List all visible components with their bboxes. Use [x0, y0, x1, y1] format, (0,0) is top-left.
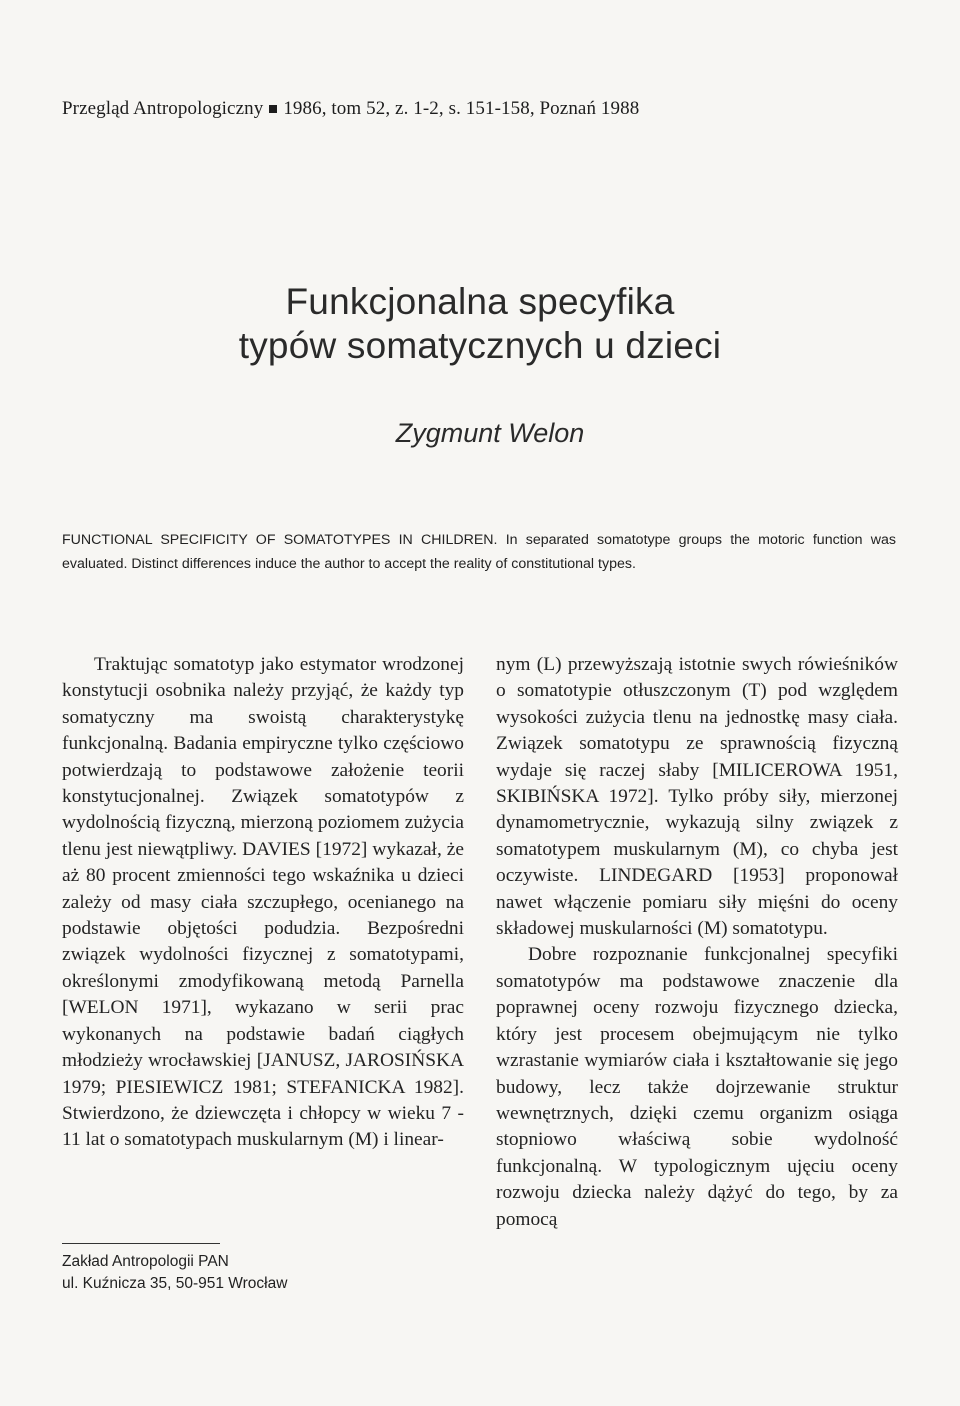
- affiliation-footnote: [62, 1251, 287, 1295]
- footnote-divider: [62, 1243, 220, 1244]
- body-paragraph: nym (L) przewyższają istotnie swych rówieśników o somatotypie otłuszczonym (T) pod względem wysokości zużycia tlenu na jednostkę masy ciała. Związek somatotypu ze sprawnością fizyczną wydaje się raczej słaby [MILICEROWA 1951, SKIBIŃSKA 1972]. Tylko próby siły, mierzonej dynamometrycznie, wykazują silny związek z somatotypem muskularnym (M), co chyba jest oczywiste. LINDEGARD [1953] proponował nawet włączenie pomiaru siły mięśni do oceny składowej muskularności (M) somatotypu.: [496, 654, 898, 940]
- article-title: [0, 280, 960, 368]
- title-line-1: Funkcjonalna specyfika: [285, 281, 675, 322]
- bullet-icon: [269, 105, 277, 113]
- abstract: FUNCTIONAL SPECIFICITY OF SOMATOTYPES IN CHILDREN. In separated somatotype groups the motoric function was evaluated. Distinct differences induce the author to accept the reality of constitutional types.: [62, 532, 896, 572]
- affiliation-line-1: Zakład Antropologii PAN: [62, 1253, 229, 1270]
- body-column-left: [62, 652, 464, 1154]
- journal-header: [62, 98, 639, 120]
- journal-details: 1986, tom 52, z. 1-2, s. 151-158, Poznań 1988: [283, 98, 640, 119]
- body-column-right: [496, 652, 898, 1233]
- affiliation-line-2: ul. Kuźnicza 35, 50-951 Wrocław: [62, 1275, 288, 1292]
- body-paragraph: Dobre rozpoznanie funkcjonalnej specyfiki somatotypów ma podstawowe znaczenie dla poprawnej oceny rozwoju fizycznego dziecka, który jest procesem obejmującym nie tylko wzrastanie wymiarów ciała i kształtowanie się jego budowy, lecz także dojrzewanie struktur wewnętrznych, dzięki czemu organizm osiąga stopniowo właściwą sobie wydolność funkcjonalną. W typologicznym ujęciu oceny rozwoju dziecka należy dążyć do tego, by za pomocą: [496, 944, 898, 1230]
- title-line-2: typów somatycznych u dzieci: [238, 325, 722, 366]
- body-paragraph: Traktując somatotyp jako estymator wrodzonej konstytucji osobnika należy przyjąć, że każdy typ somatyczny ma swoistą charakterystykę funkcjonalną. Badania empiryczne tylko częściowo potwierdzają to podstawowe założenie teorii konstytucjonalnej. Związek somatotypów z wydolnością fizyczną, mierzoną poziomem zużycia tlenu jest niewątpliwy. DAVIES [1972] wykazał, że aż 80 procent zmienności tego wskaźnika u dzieci zależy od masy ciała szczupłego, ocenianego na podstawie objętości podudzia. Bezpośredni związek wydolności fizycznej z somatotypami, określonymi zmodyfikowaną metodą Parnella [WELON 1971], wykazano w serii prac wykonanych na podstawie badań ciągłych młodzieży wrocławskiej [JANUSZ, JAROSIŃSKA 1979; PIESIEWICZ 1981; STEFANICKA 1982]. Stwierdzono, że dziewczęta i chłopcy w wieku 7 - 11 lat o somatotypach muskularnym (M) i linear-: [62, 654, 464, 1151]
- author-name: Zygmunt Welon: [395, 418, 585, 448]
- journal-name: Przegląd Antropologiczny: [62, 98, 264, 119]
